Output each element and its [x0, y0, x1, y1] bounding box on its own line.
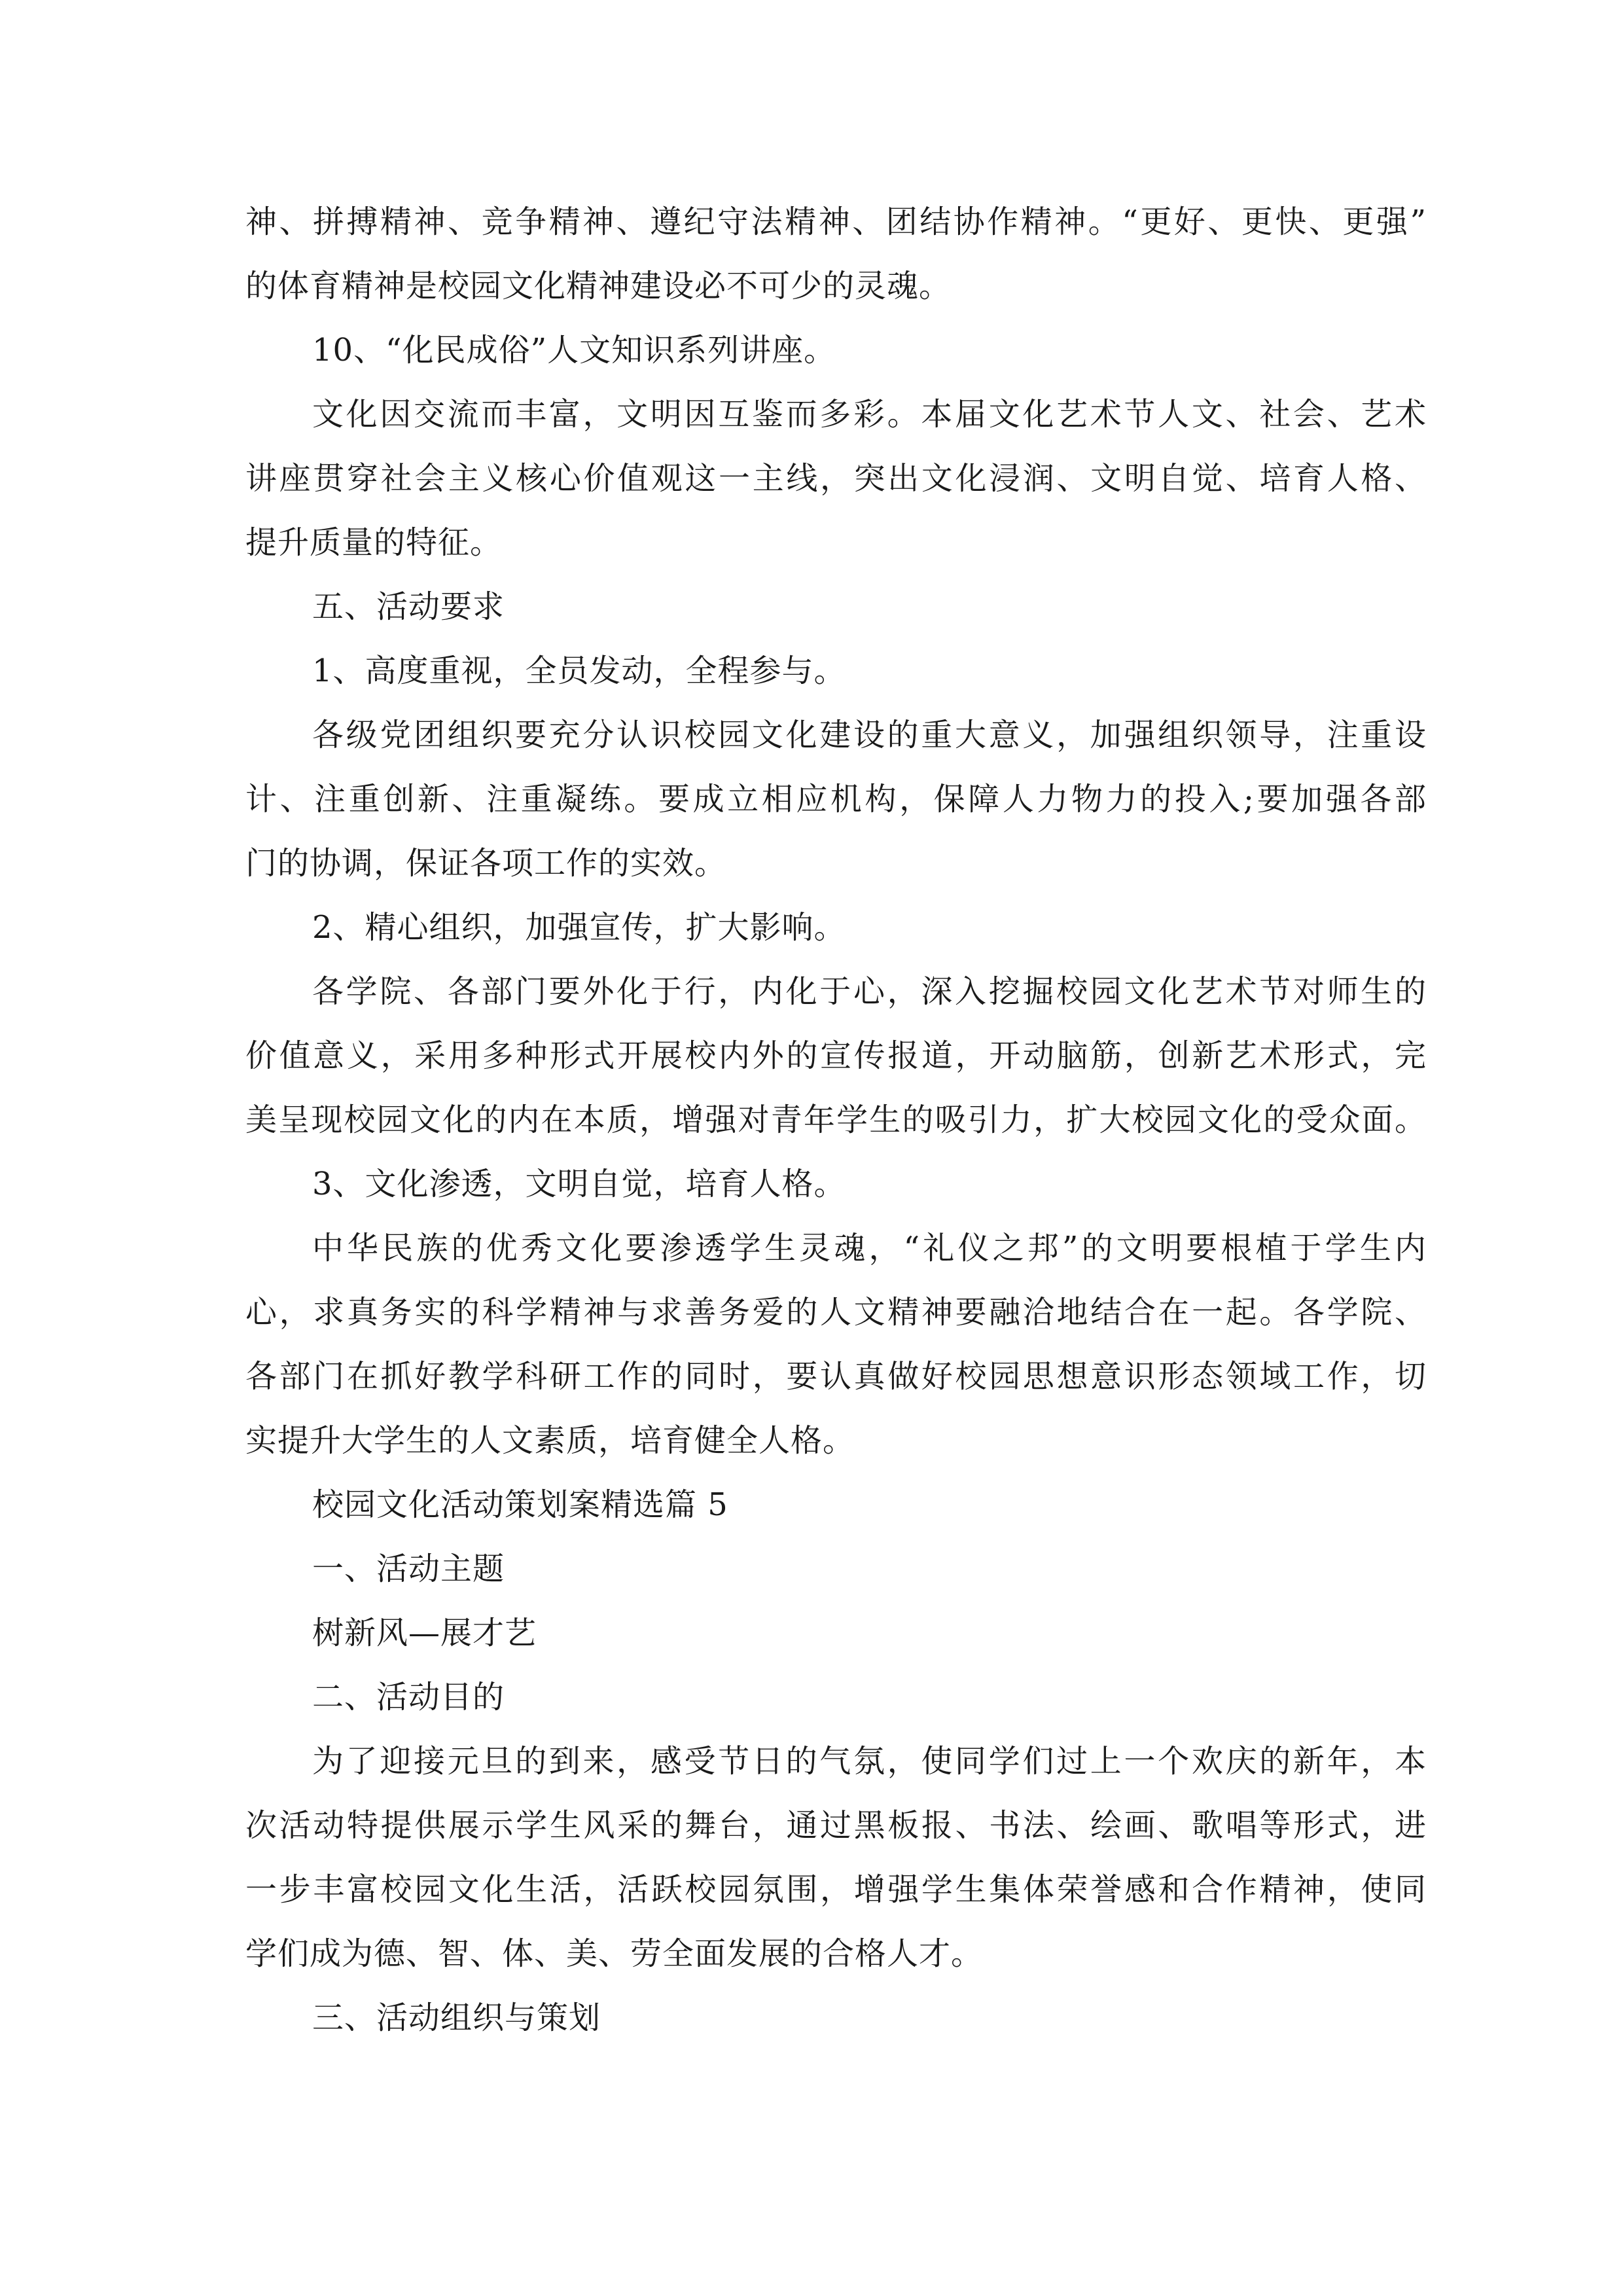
body-line: 次活动特提供展示学生风采的舞台，通过黑板报、书法、绘画、歌唱等形式，进	[245, 1807, 1427, 1844]
section-heading: 五、活动要求	[312, 588, 505, 625]
body-line: 心，求真务实的科学精神与求善务爱的人文精神要融洽地结合在一起。各学院、	[245, 1294, 1427, 1331]
list-item-heading: 10、“化民成俗”人文知识系列讲座。	[312, 332, 836, 368]
body-line: 的体育精神是校园文化精神建设必不可少的灵魂。	[245, 268, 952, 304]
theme-text: 树新风—展才艺	[312, 1615, 537, 1651]
body-line: 各部门在抓好教学科研工作的同时，要认真做好校园思想意识形态领域工作，切	[245, 1358, 1427, 1395]
body-line: 中华民族的优秀文化要渗透学生灵魂，“礼仪之邦”的文明要根植于学生内	[312, 1230, 1427, 1266]
section-heading: 一、活动主题	[312, 1551, 505, 1587]
body-line: 价值意义，采用多种形式开展校内外的宣传报道，开动脑筋，创新艺术形式，完	[245, 1037, 1427, 1074]
section-heading: 二、活动目的	[312, 1679, 505, 1715]
body-line: 一步丰富校园文化生活，活跃校园氛围，增强学生集体荣誉感和合作精神，使同	[245, 1871, 1427, 1908]
body-line: 讲座贯穿社会主义核心价值观这一主线，突出文化浸润、文明自觉、培育人格、	[245, 460, 1427, 497]
section-heading: 三、活动组织与策划	[312, 2000, 601, 2036]
body-line: 各学院、各部门要外化于行，内化于心，深入挖掘校园文化艺术节对师生的	[312, 973, 1427, 1010]
body-line: 各级党团组织要充分认识校园文化建设的重大意义，加强组织领导，注重设	[312, 717, 1427, 753]
body-line: 为了迎接元旦的到来，感受节日的气氛，使同学们过上一个欢庆的新年，本	[312, 1743, 1427, 1780]
body-line: 计、注重创新、注重凝练。要成立相应机构，保障人力物力的投入;要加强各部	[245, 781, 1427, 817]
body-line: 提升质量的特征。	[245, 524, 503, 561]
body-line: 门的协调，保证各项工作的实效。	[245, 845, 727, 882]
body-line: 学们成为德、智、体、美、劳全面发展的合格人才。	[245, 1935, 984, 1972]
document-body	[245, 190, 1427, 2050]
list-item-heading: 2、精心组织，加强宣传，扩大影响。	[312, 909, 846, 946]
article-title: 校园文化活动策划案精选篇 5	[312, 1486, 728, 1523]
list-item-heading: 3、文化渗透，文明自觉，培育人格。	[312, 1166, 846, 1202]
body-line: 神、拼搏精神、竞争精神、遵纪守法精神、团结协作精神。“更好、更快、更强”	[245, 204, 1427, 240]
list-item-heading: 1、高度重视，全员发动，全程参与。	[312, 653, 846, 689]
body-line: 文化因交流而丰富，文明因互鉴而多彩。本届文化艺术节人文、社会、艺术	[312, 396, 1427, 433]
body-line: 美呈现校园文化的内在本质，增强对青年学生的吸引力，扩大校园文化的受众面。	[245, 1102, 1427, 1138]
body-line: 实提升大学生的人文素质，培育健全人格。	[245, 1422, 855, 1459]
